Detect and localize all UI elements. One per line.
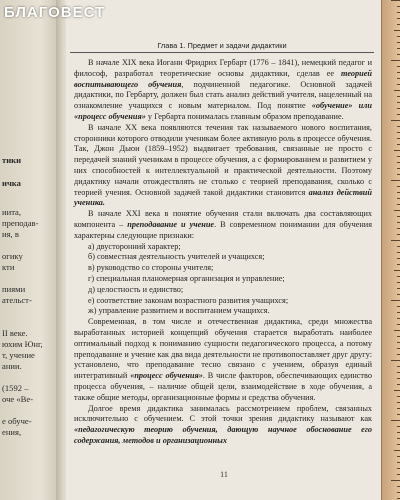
- previous-page-fragment: юхим Юнг,: [2, 339, 43, 349]
- ruler-tick: [391, 300, 400, 301]
- previous-page-fragment: ия, в: [2, 229, 19, 239]
- list-item: [74, 252, 372, 263]
- previous-page: [0, 0, 58, 500]
- ruler-tick: [394, 390, 400, 391]
- previous-page-fragment: ательст-: [2, 295, 32, 305]
- ruler-tick: [394, 210, 400, 211]
- ruler-tick: [391, 60, 400, 61]
- text-run: . В современном понимании для обучения характерны следующие признаки:: [74, 219, 373, 240]
- previous-page-fragment: огику: [2, 251, 23, 261]
- emphasis-text: «процесс обучения»: [130, 371, 203, 381]
- text-run: . В числе факторов, обеспечивающих единство процесса обучения, – наличие общей цели, взаимодействие в ходе обучения, а также общие методы, организационные формы и средства обучения.: [74, 371, 373, 402]
- emphasis-text: теорией воспитывающего обучения: [74, 68, 372, 89]
- text-run: В начале XIX века Иоганн Фридрих Гербарт (1776 – 1841), немецкий педагог и философ, разработал теоретические основы дидактики, сделав ее: [74, 58, 372, 78]
- previous-page-fragment: т, учение: [2, 350, 35, 360]
- emphasis-text: преподавание и учение: [127, 219, 215, 229]
- watermark-logo: БЛАГОВЕСТ: [4, 4, 106, 21]
- list-item: [74, 285, 372, 296]
- text-run: у Гербарта понималась главным образом преподавание.: [145, 111, 344, 121]
- previous-page-fragment: оче «Ве-: [2, 394, 34, 404]
- list-item: [74, 306, 372, 317]
- text-run: е) соответствие законам возрастного развития учащихся;: [88, 295, 289, 305]
- list-item: [74, 242, 372, 253]
- ruler-tick: [391, 240, 400, 241]
- ruler-tick: [391, 120, 400, 121]
- ruler-tick: [394, 450, 400, 451]
- paragraph: [74, 404, 372, 447]
- body-text: [74, 58, 372, 447]
- emphasis-text: анализ действий ученика.: [74, 187, 372, 208]
- ruler-tick: [391, 180, 400, 181]
- ruler-tick: [394, 330, 400, 331]
- text-run: а) двусторонний характер;: [88, 241, 181, 251]
- list-item: [74, 274, 372, 285]
- emphasis-text: «педагогическую теорию обучения, дающую научное обоснование его содержания, методов и организационных: [74, 425, 372, 445]
- text-run: В начале XX века появляются течения так называемого нового воспитания, сторонники которого отводили ученикам более активную роль в процессе обучения. Так, Джон Дьюи (1859–1952) выдвигает требования, связанные не просто с передачей знаний ученикам в процессе обучения, а с формированием и развитием у них способностей к интеллектуальной и практической деятельности. Поэтому дидактику начали отождествлять не столько с теорией преподавания, сколько с теорией учения. Основной задачей такой дидактики становится: [74, 122, 372, 197]
- ruler-tick: [391, 0, 400, 1]
- paragraph: [74, 123, 372, 209]
- text-run: д) целостность и единство;: [88, 284, 184, 294]
- previous-page-fragment: пиями: [2, 284, 26, 294]
- previous-page-fragment: (1592 –: [2, 383, 29, 393]
- text-run: В начале XXI века в понятие обучения стали включать два составляющих компонента –: [74, 209, 372, 229]
- text-run: ж) управление развитием и воспитанием учащихся.: [88, 306, 270, 316]
- text-run: в) руководство со стороны учителя;: [88, 263, 214, 273]
- chapter-title: Глава 1. Предмет и задачи дидактики: [157, 41, 287, 50]
- list-item: [74, 296, 372, 307]
- ruler-tick: [394, 90, 400, 91]
- previous-page-fragment: ании.: [2, 361, 22, 371]
- previous-page-fragment: II веке.: [2, 328, 28, 338]
- previous-page-fragment: ения,: [2, 427, 22, 437]
- previous-page-fragment: иита,: [2, 207, 22, 217]
- ruler-tick: [394, 150, 400, 151]
- list-item: [74, 263, 372, 274]
- paragraph: [74, 209, 372, 241]
- text-run: Долгое время дидактика занималась рассмотрением проблем, связанных исключительно с обучением. С этой точки зрения дидактику называют как: [74, 403, 372, 424]
- ruler: [381, 0, 400, 500]
- text-run: , подчиненной педагогике. Основной задачей дидактики, по Гербарту, должен был стать анализ действий учителя, нацеленный на ознакомление учащихся с новым материалом. Под понятие: [74, 79, 372, 111]
- previous-page-fragment: преподав-: [2, 218, 39, 228]
- ruler-tick: [391, 480, 400, 481]
- ruler-tick: [391, 420, 400, 421]
- book-page: [66, 0, 382, 500]
- ruler-tick: [391, 360, 400, 361]
- previous-page-fragment: е обуче-: [2, 416, 32, 426]
- paragraph: [74, 58, 372, 123]
- previous-page-fragment: ичка: [2, 178, 21, 188]
- page-number: 11: [220, 470, 228, 479]
- running-header: [70, 38, 374, 53]
- text-run: Современная, в том числе и отечественная дидактика, среди множества выработанных историей концепций обучения старается выработать наиболее оптимальный подход к пониманию сущности педагогического процесса, а потому преподавание и учение как два вида деятельности не противопоставляет друг другу: установлено, что преподавание тесно связано с учением, образуя единый интегративный: [74, 317, 372, 381]
- emphasis-text: «обучение» или «процесс обучения»: [74, 101, 373, 121]
- text-run: б) совместная деятельность учителей и учащихся;: [88, 252, 265, 262]
- paragraph: [74, 317, 372, 403]
- ruler-tick: [394, 270, 400, 271]
- text-run: г) специальная планомерная организация и управление;: [88, 273, 285, 283]
- ruler-tick: [394, 30, 400, 31]
- previous-page-fragment: кти: [2, 262, 15, 272]
- previous-page-fragment: тики: [2, 155, 22, 165]
